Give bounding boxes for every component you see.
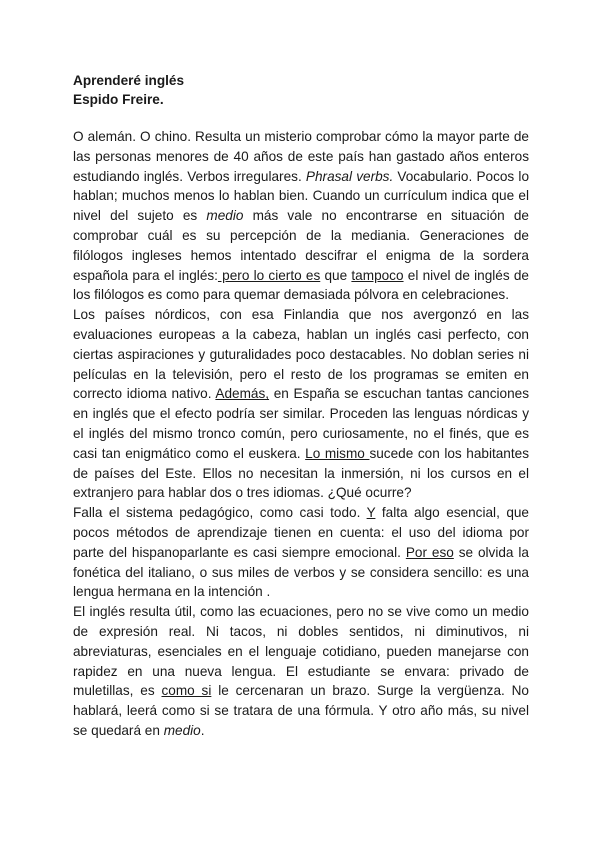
text-run: el nivel de inglés de los filólogos es como para quemar demasiada pólvora en celebraciones. — [73, 267, 529, 303]
text-run: Los países nórdicos, con esa Finlandia que nos avergonzó en las evaluaciones europeas a la cabeza, hablan un inglés casi perfecto, con ciertas aspiraciones y guturalidades poco destacables. No doblan series ni películas en la televisión, pero el resto de los programas se emiten en correcto idioma nativo. — [73, 307, 529, 402]
underlined-text: Y — [366, 505, 376, 521]
paragraph — [73, 503, 529, 602]
underlined-text: Lo mismo — [305, 445, 370, 461]
underlined-text: como si — [161, 683, 212, 699]
paragraph — [73, 602, 529, 741]
text-run: Falla el sistema pedagógico, como casi todo. — [73, 505, 367, 521]
title-block — [73, 71, 529, 109]
text-run: en España se escuchan tantas canciones en inglés que el efecto podría ser similar. Proceden las lenguas nórdicas y el inglés del mismo tronco común, pero curiosamente, no el finés, que es casi tan enigmático como el euskera. — [73, 386, 529, 461]
paragraph — [73, 305, 529, 503]
italic-text: medio — [206, 208, 244, 224]
text-run: más vale no encontrarse en situación de comprobar cuál es su percepción de la mediania. Generaciones de filólogos ingleses hemos intentado descifrar el enigma de la sordera española para el inglés: — [73, 208, 529, 283]
text-run: se olvida la fonética del italiano, o sus miles de verbos y se considera sencillo: es una lengua hermana en la intención . — [73, 544, 529, 600]
underlined-text: pero lo cierto es — [217, 267, 321, 283]
underlined-text: Por eso — [405, 544, 454, 560]
italic-text: Phrasal verbs. — [305, 168, 394, 184]
text-run: . — [200, 722, 205, 738]
text-run: O alemán. O chino. Resulta un misterio comprobar cómo la mayor parte de las personas menores de 40 años de este país han gastado años enteros estudiando inglés. Verbos irregulares. — [73, 129, 529, 184]
text-run: que — [320, 267, 352, 283]
text-run: le cercenaran un brazo. Surge la vergüenza. No hablará, leerá como si se tratara de una fórmula. Y otro año más, su nivel se quedará en — [73, 683, 529, 738]
article-body — [73, 127, 529, 741]
underlined-text: tampoco — [351, 267, 404, 283]
text-run: Vocabulario. Pocos lo hablan; muchos menos lo hablan bien. Cuando un currículum indica que el nivel del sujeto es — [73, 168, 530, 224]
text-run: falta algo esencial, que pocos métodos de aprendizaje tienen en cuenta: el uso del idioma por parte del hispanoparlante es casi siempre emocional. — [73, 505, 529, 560]
underlined-text: Además, — [215, 386, 270, 402]
text-run: El inglés resulta útil, como las ecuaciones, pero no se vive como un medio de expresión real. Ni tacos, ni dobles sentidos, ni diminutivos, ni abreviaturas, esenciales en el lenguaje cotidiano, pueden manejarse con rapidez en una nueva lengua. El estudiante se envara: privado de muletillas, es — [73, 604, 529, 699]
article-author: Espido Freire. — [73, 92, 164, 107]
italic-text: medio — [163, 722, 201, 738]
article-title: Aprenderé inglés — [73, 73, 185, 88]
text-run: sucede con los habitantes de países del Este. Ellos no necesitan la inmersión, ni los cursos en el extranjero para hablar dos o tres idiomas. ¿Qué ocurre? — [73, 445, 529, 501]
paragraph — [73, 127, 529, 305]
